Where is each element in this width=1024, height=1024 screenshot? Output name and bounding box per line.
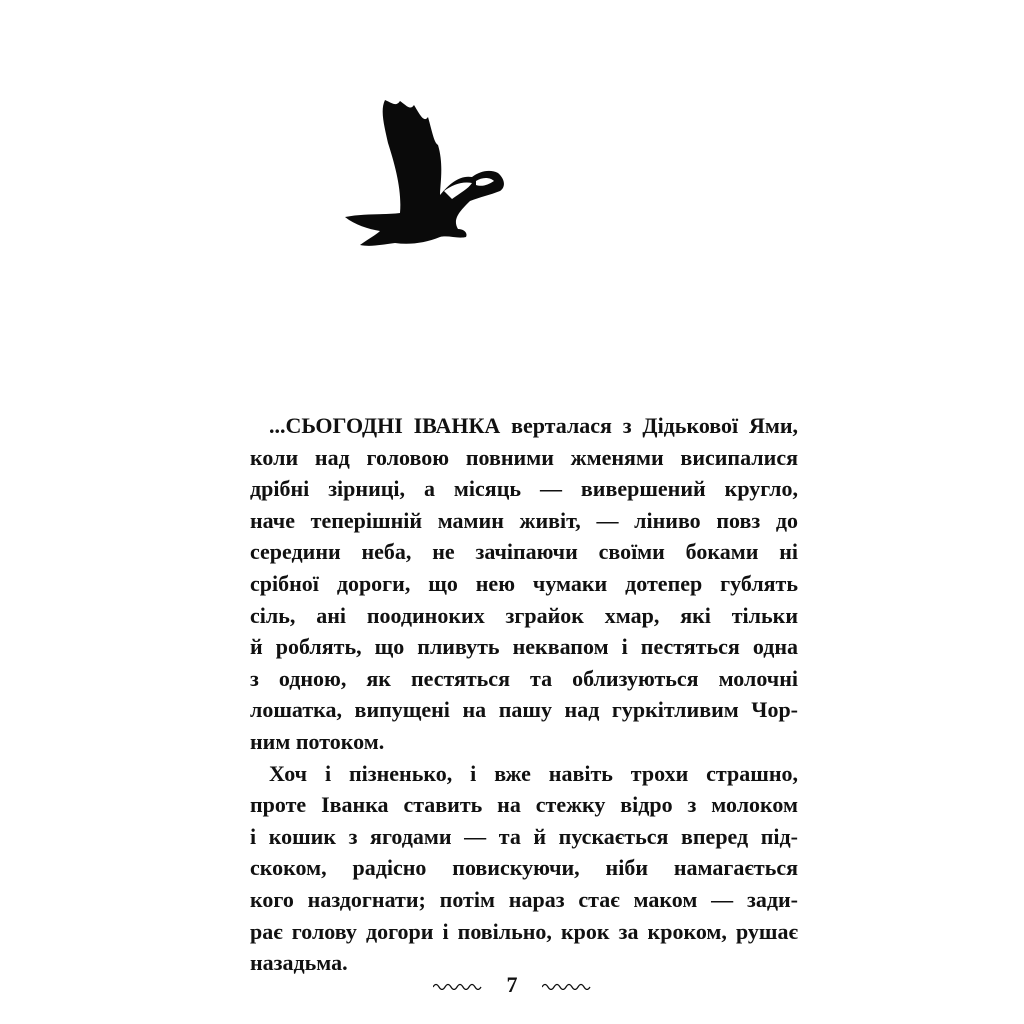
text-line: назадьма. — [250, 950, 348, 976]
eagle-illustration — [340, 95, 510, 250]
text-line: сіль, ані поодиноких зграйок хмар, які тільки — [250, 602, 798, 628]
body-text — [250, 410, 798, 979]
text-line: з одною, як пестяться та облизуються молочні — [250, 665, 798, 691]
text-line: дрібні зірниці, а місяць — вивершений кругло, — [250, 476, 798, 502]
paragraph-2 — [250, 758, 798, 979]
text-line: ...СЬОГОДНІ ІВАНКА верталася з Дідькової Ями, — [269, 413, 798, 438]
text-line: середини неба, не зачіпаючи своїми боками ні — [250, 539, 798, 565]
text-line: й роблять, що пливуть неквапом і пестяться одна — [250, 634, 798, 660]
text-line: скоком, радісно повискуючи, ніби намагається — [250, 855, 798, 881]
wave-ornament-right — [542, 980, 592, 990]
text-line: Хоч і пізненько, і вже навіть трохи страшно, — [269, 760, 798, 786]
text-line: наче теперішній мамин живіт, — ліниво повз до — [250, 507, 798, 533]
text-line: коли над головою повними жменями висипалися — [250, 444, 798, 470]
text-line: срібної дороги, що нею чумаки дотепер гублять — [250, 570, 798, 596]
text-line: і кошик з ягодами — та й пускається вперед під- — [250, 823, 798, 849]
text-line: рає голову догори і повільно, крок за кроком, рушає — [250, 918, 798, 944]
page-number: 7 — [506, 972, 518, 997]
wave-ornament-left — [433, 980, 483, 990]
page-footer — [0, 972, 1024, 998]
text-line: лошатка, випущені на пашу над гуркітливим Чор- — [250, 697, 798, 723]
paragraph-1 — [250, 410, 798, 758]
text-line: ним потоком. — [250, 728, 385, 754]
text-line: проте Іванка ставить на стежку відро з молоком — [250, 792, 798, 818]
text-line: кого наздогнати; потім нараз стає маком — зади- — [250, 886, 798, 912]
